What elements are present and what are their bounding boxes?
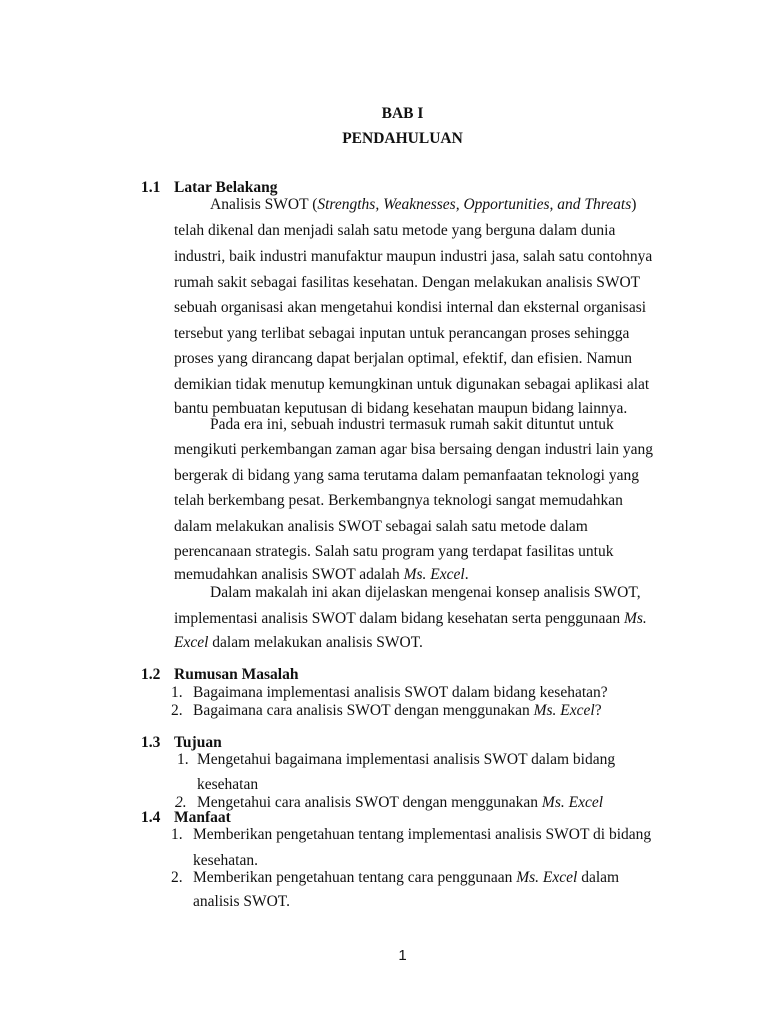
paragraph-line: proses yang dirancang dapat berjalan optimal, efektif, dan efisien. Namun xyxy=(174,350,632,367)
paragraph-line: Dalam makalah ini akan dijelaskan mengenai konsep analisis SWOT, xyxy=(210,584,641,601)
list-item: Mengetahui cara analisis SWOT dengan menggunakan Ms. Excel xyxy=(197,794,604,811)
paragraph-line: bantu pembuatan keputusan di bidang kesehatan maupun bidang lainnya. xyxy=(174,400,628,417)
list-item: Bagaimana cara analisis SWOT dengan menggunakan Ms. Excel? xyxy=(193,702,602,719)
list-number: 2. xyxy=(175,794,187,811)
section-number: 1.2 xyxy=(141,666,161,683)
paragraph-line: rumah sakit sebagai fasilitas kesehatan. Dengan melakukan analisis SWOT xyxy=(174,274,641,291)
list-item: Mengetahui bagaimana implementasi analisis SWOT dalam bidang xyxy=(197,751,616,768)
section-title-rumusan-masalah: Rumusan Masalah xyxy=(174,666,299,683)
list-item: analisis SWOT. xyxy=(193,893,291,910)
list-item: kesehatan. xyxy=(193,852,258,869)
section-title-tujuan: Tujuan xyxy=(174,734,222,751)
paragraph-line: demikian tidak menutup kemungkinan untuk digunakan sebagai aplikasi alat xyxy=(174,376,650,393)
list-number: 2. xyxy=(171,702,183,719)
paragraph-line: Analisis SWOT (Strengths, Weaknesses, Opportunities, and Threats) xyxy=(210,196,637,213)
list-item: Bagaimana implementasi analisis SWOT dalam bidang kesehatan? xyxy=(193,684,608,701)
section-number: 1.4 xyxy=(141,809,161,826)
paragraph-line: perencanaan strategis. Salah satu program yang terdapat fasilitas untuk xyxy=(174,543,614,560)
paragraph-line: bergerak di bidang yang sama terutama dalam pemanfaatan teknologi yang xyxy=(174,467,639,484)
section-title-latar-belakang: Latar Belakang xyxy=(174,179,278,196)
paragraph-line: industri, baik industri manufaktur maupun industri jasa, salah satu contohnya xyxy=(174,248,653,265)
chapter-title: PENDAHULUAN xyxy=(342,130,463,147)
paragraph-line: sebuah organisasi akan mengetahui kondisi internal dan eksternal organisasi xyxy=(174,299,647,316)
section-number: 1.3 xyxy=(141,734,161,751)
page-number: 1 xyxy=(398,947,407,964)
paragraph-line: Excel dalam melakukan analisis SWOT. xyxy=(174,634,423,651)
paragraph-line: implementasi analisis SWOT dalam bidang kesehatan serta penggunaan Ms. xyxy=(174,610,647,627)
list-number: 1. xyxy=(171,684,183,701)
chapter-label: BAB I xyxy=(381,105,424,122)
paragraph-line: dalam melakukan analisis SWOT sebagai salah satu metode dalam xyxy=(174,518,588,535)
section-number: 1.1 xyxy=(141,179,161,196)
paragraph-line: tersebut yang terlibat sebagai inputan untuk perancangan proses sehingga xyxy=(174,325,630,342)
list-number: 2. xyxy=(171,869,183,886)
list-item: kesehatan xyxy=(197,776,259,793)
paragraph-line: mengikuti perkembangan zaman agar bisa bersaing dengan industri lain yang xyxy=(174,441,654,458)
list-item: Memberikan pengetahuan tentang cara penggunaan Ms. Excel dalam xyxy=(193,869,620,886)
section-title-manfaat: Manfaat xyxy=(174,809,231,826)
paragraph-line: memudahkan analisis SWOT adalah Ms. Excel. xyxy=(174,566,469,583)
list-number: 1. xyxy=(171,826,183,843)
list-item: Memberikan pengetahuan tentang implementasi analisis SWOT di bidang xyxy=(193,826,652,843)
paragraph-line: telah dikenal dan menjadi salah satu metode yang berguna dalam dunia xyxy=(174,222,616,239)
paragraph-line: Pada era ini, sebuah industri termasuk rumah sakit dituntut untuk xyxy=(210,416,614,433)
list-number: 1. xyxy=(177,751,189,768)
paragraph-line: telah berkembang pesat. Berkembangnya teknologi sangat memudahkan xyxy=(174,492,623,509)
